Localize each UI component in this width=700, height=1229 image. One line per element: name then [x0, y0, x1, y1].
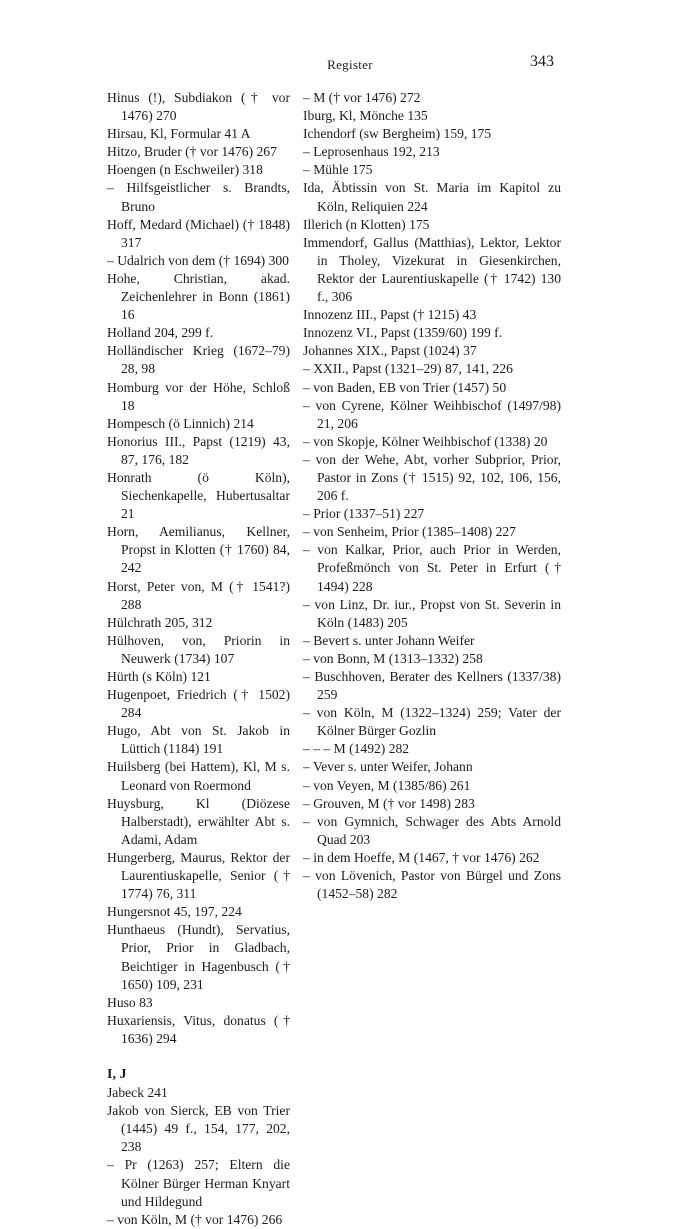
index-entry: – von Veyen, M (1385/86) 261 [303, 777, 471, 793]
index-entry: Hugenpoet, Friedrich († 1502) 284 [107, 687, 290, 721]
index-entry: Honorius III., Papst (1219) 43, 87, 176, 182 [107, 433, 290, 467]
index-entry: – Buschhoven, Berater des Kellners (1337/38) 259 [303, 669, 561, 703]
index-entry: – – – M (1492) 282 [303, 741, 410, 757]
index-entry: Huilsberg (bei Hattem), Kl, M s. Leonard von Roermond [107, 759, 290, 793]
index-entry: Hohe, Christian, akad. Zeichenlehrer in Bonn (1861) 16 [107, 270, 290, 323]
index-entry: – Hilfsgeistlicher s. Brandts, Bruno [107, 180, 290, 214]
index-entry: Hungerberg, Maurus, Rektor der Laurentiuskapelle, Senior († 1774) 76, 311 [107, 849, 290, 902]
index-entry: Illerich (n Klotten) 175 [303, 216, 430, 232]
index-entry: Iburg, Kl, Mönche 135 [303, 108, 428, 124]
index-entry: Hirsau, Kl, Formular 41 A [107, 126, 251, 142]
index-entry: – Bevert s. unter Johann Weifer [303, 632, 475, 648]
index-entry: – XXII., Papst (1321–29) 87, 141, 226 [303, 361, 513, 377]
section-heading: I, J [107, 1066, 127, 1082]
index-entry: – M († vor 1476) 272 [303, 90, 421, 105]
index-entry: Hompesch (ö Linnich) 214 [107, 415, 254, 431]
index-entry: Homburg vor der Höhe, Schloß 18 [107, 379, 290, 413]
index-entry: Immendorf, Gallus (Matthias), Lektor, Lektor in Tholey, Vizekurat in Giesenkirchen, Rektor der Laurentiuskapelle († 1742) 130 f., 306 [303, 234, 561, 305]
index-entry: Innozenz VI., Papst (1359/60) 199 f. [303, 325, 503, 341]
index-entry: Horst, Peter von, M († 1541?) 288 [107, 578, 290, 612]
index-entry: Hoengen (n Eschweiler) 318 [107, 162, 263, 178]
index-entry: Jakob von Sierck, EB von Trier (1445) 49 f., 154, 177, 202, 238 [107, 1103, 290, 1155]
index-entry: Holländischer Krieg (1672–79) 28, 98 [107, 343, 290, 377]
index-entry: Huxariensis, Vitus, donatus († 1636) 294 [107, 1012, 290, 1046]
index-entry: Ichendorf (sw Bergheim) 159, 175 [303, 126, 492, 142]
index-entry: – von Gymnich, Schwager des Abts Arnold Quad 203 [303, 813, 561, 847]
index-entry: Huysburg, Kl (Diözese Halberstadt), erwählter Abt s. Adami, Adam [107, 795, 290, 847]
index-entry: Hülhoven, von, Priorin in Neuwerk (1734) 107 [107, 632, 290, 666]
index-entry: – von Bonn, M (1313–1332) 258 [303, 650, 483, 666]
index-entry: – von Linz, Dr. iur., Propst von St. Severin in Köln (1483) 205 [303, 596, 561, 630]
index-column-left [107, 89, 290, 1229]
index-entry: Hürth (s Köln) 121 [107, 669, 211, 684]
left-entries [107, 89, 290, 1048]
index-entry: – von Köln, M († vor 1476) 266 [107, 1211, 283, 1227]
left-entries-after [107, 1084, 290, 1229]
index-entry: – von Baden, EB von Trier (1457) 50 [303, 379, 507, 395]
index-entry: – Pr (1263) 257; Eltern die Kölner Bürger Herman Knyart und Hildegund [107, 1157, 290, 1209]
index-entry: Holland 204, 299 f. [107, 325, 214, 341]
index-entry: – von Cyrene, Kölner Weihbischof (1497/98) 21, 206 [303, 397, 561, 431]
index-entry: – von Senheim, Prior (1385–1408) 227 [303, 524, 516, 540]
index-entry: Hunthaeus (Hundt), Servatius, Prior, Prior in Gladbach, Beichtiger in Hagenbusch († 1650) 109, 231 [107, 922, 290, 992]
index-column-right [303, 89, 561, 903]
index-entry: Hülchrath 205, 312 [107, 614, 213, 630]
index-entry: Hoff, Medard (Michael) († 1848) 317 [107, 216, 290, 250]
index-entry: Honrath (ö Köln), Siechenkapelle, Hubertusaltar 21 [107, 469, 290, 522]
index-entry: – Prior (1337–51) 227 [303, 506, 425, 522]
index-entry: – von Skopje, Kölner Weihbischof (1338) 20 [303, 433, 548, 449]
running-head: Register [327, 57, 373, 72]
index-entry: – von der Wehe, Abt, vorher Subprior, Prior, Pastor in Zons († 1515) 92, 102, 106, 156, 206 f. [303, 451, 561, 504]
index-entry: – Vever s. unter Weifer, Johann [303, 759, 473, 775]
index-entry: Innozenz III., Papst († 1215) 43 [303, 307, 477, 323]
index-entry: – Leprosenhaus 192, 213 [303, 144, 440, 160]
index-entry: Johannes XIX., Papst (1024) 37 [303, 343, 477, 359]
index-entry: Hungersnot 45, 197, 224 [107, 904, 242, 920]
index-entry: – Grouven, M († vor 1498) 283 [303, 795, 475, 811]
index-entry: – von Köln, M (1322–1324) 259; Vater der Kölner Bürger Gozlin [303, 705, 561, 739]
index-entry: Ida, Äbtissin von St. Maria im Kapitol zu Köln, Reliquien 224 [303, 180, 561, 214]
index-entry: – Mühle 175 [303, 162, 373, 178]
index-entry: – von Kalkar, Prior, auch Prior in Werden, Profeßmönch von St. Peter in Erfurt († 1494) 228 [303, 542, 561, 594]
index-entry: – in dem Hoeffe, M (1467, † vor 1476) 262 [303, 849, 540, 865]
index-entry: Hinus (!), Subdiakon († vor 1476) 270 [107, 90, 290, 124]
index-entry: Hitzo, Bruder († vor 1476) 267 [107, 144, 277, 160]
right-entries [303, 89, 561, 903]
index-entry: – Udalrich von dem († 1694) 300 [107, 252, 289, 268]
index-entry: – von Lövenich, Pastor von Bürgel und Zons (1452–58) 282 [303, 868, 561, 902]
index-entry: Horn, Aemilianus, Kellner, Propst in Klotten († 1760) 84, 242 [107, 524, 290, 576]
index-entry: Huso 83 [107, 994, 153, 1010]
index-entry: Hugo, Abt von St. Jakob in Lüttich (1184) 191 [107, 723, 290, 757]
index-entry: Jabeck 241 [107, 1085, 168, 1101]
page-number: 343 [530, 53, 554, 70]
